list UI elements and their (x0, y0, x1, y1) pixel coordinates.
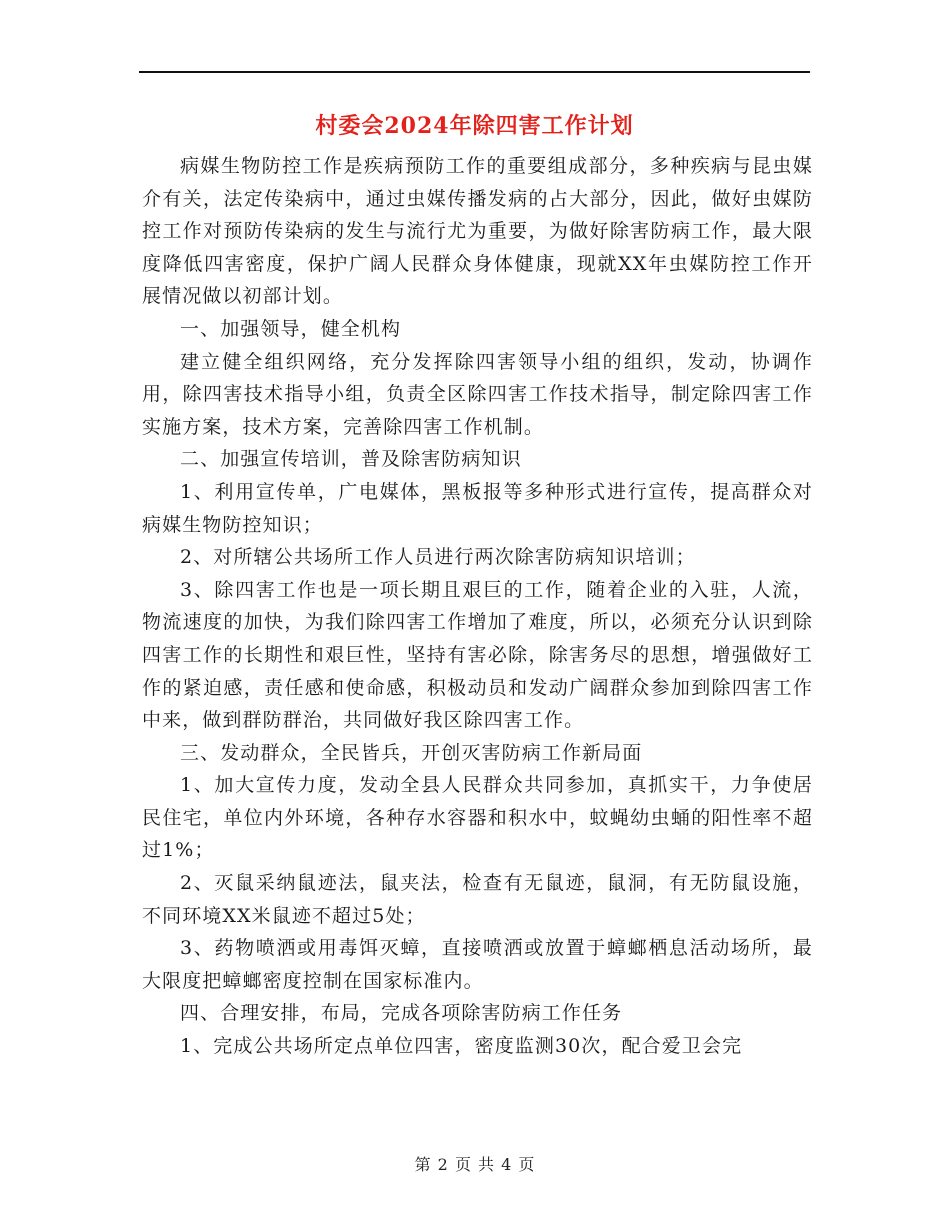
section-heading-3: 三、发动群众，全民皆兵，开创灭害防病工作新局面 (180, 741, 643, 764)
list-item: 2、对所辖公共场所工作人员进行两次除害防病知识培训； (180, 546, 696, 569)
section-heading-2: 二、加强宣传培训，普及除害防病知识 (180, 448, 522, 471)
document-title: 村委会2024年除四害工作计划 (315, 113, 634, 139)
list-item: 1、完成公共场所定点单位四害，密度监测30次，配合爱卫会完 (180, 1035, 743, 1058)
page-footer (0, 1152, 950, 1175)
section-heading-4: 四、合理安排，布局，完成各项除害防病工作任务 (180, 1002, 623, 1025)
body-paragraph: 建立健全组织网络，充分发挥除四害领导小组的组织，发动，协调作用，除四害技术指导小组，负责全区除四害工作技术指导，制定除四害工作实施方案，技术方案，完善除四害工作机制。 (142, 350, 813, 438)
list-item: 2、灭鼠采纳鼠迹法，鼠夹法，检查有无鼠迹，鼠洞，有无防鼠设施，不同环境XX米鼠迹不超过5处； (142, 872, 813, 927)
document-body (142, 150, 813, 1063)
page-number-label: 第 2 页 共 4 页 (414, 1155, 536, 1174)
header-rule (139, 71, 810, 73)
list-item: 1、加大宣传力度，发动全县人民群众共同参加，真抓实干，力争使居民住宅，单位内外环境，各种存水容器和积水中，蚊蝇幼虫蛹的阳性率不超过1%； (142, 774, 813, 862)
list-item: 3、除四害工作也是一项长期且艰巨的工作，随着企业的入驻，人流，物流速度的加快，为我们除四害工作增加了难度，所以，必须充分认识到除四害工作的长期性和艰巨性，坚持有害必除，除害务尽的思想，增强做好工作的紧迫感，责任感和使命感，积极动员和发动广阔群众参加到除四害工作中来，做到群防群治，共同做好我区除四害工作。 (142, 578, 813, 732)
list-item: 1、利用宣传单，广电媒体，黑板报等多种形式进行宣传，提高群众对病媒生物防控知识； (142, 480, 813, 536)
section-heading-1: 一、加强领导，健全机构 (180, 317, 402, 340)
intro-paragraph: 病媒生物防控工作是疾病预防工作的重要组成部分，多种疾病与昆虫媒介有关，法定传染病中，通过虫媒传播发病的占大部分，因此，做好虫媒防控工作对预防传染病的发生与流行尤为重要，为做好除害防病工作，最大限度降低四害密度，保护广阔人民群众身体健康，现就XX年虫媒防控工作开展情况做以初部计划。 (142, 155, 813, 308)
list-item: 3、药物喷洒或用毒饵灭蟑，直接喷洒或放置于蟑螂栖息活动场所，最大限度把蟑螂密度控制在国家标准内。 (142, 937, 813, 992)
